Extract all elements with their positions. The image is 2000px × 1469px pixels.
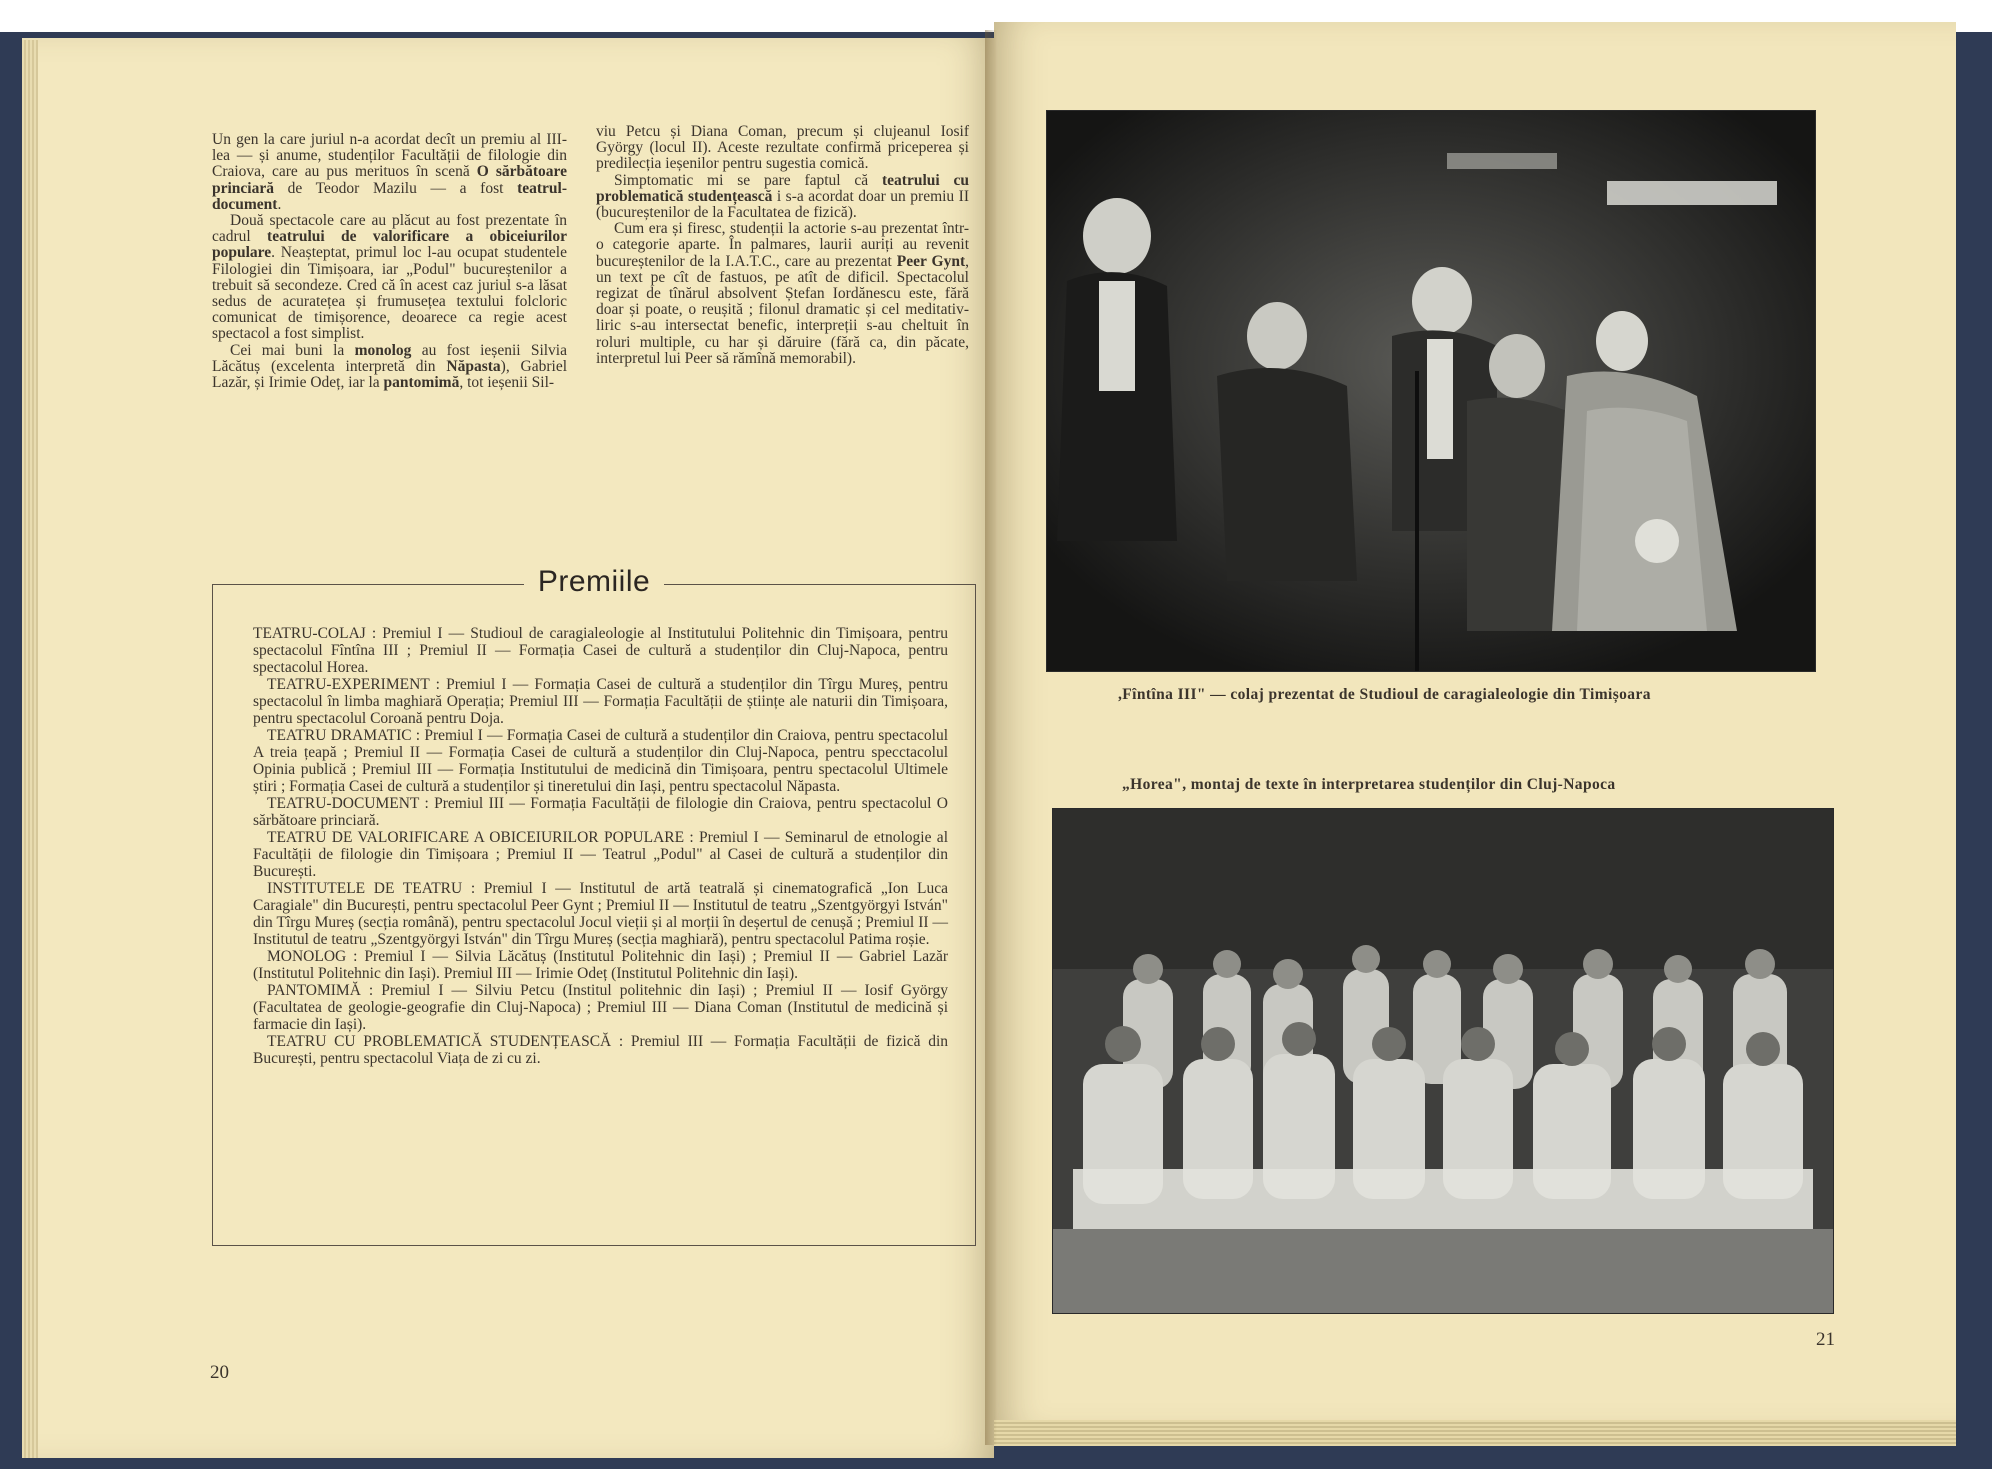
text: au fost ieșenii Silvia Lăcătuș (excelenta interpretă din	[212, 341, 567, 375]
text: Cum era și firesc, studenții la actorie s-au prezentat într-o categorie aparte. În palmares, laurii auriți au revenit bucureștenilor de la I.A.T.C., care au prezentat	[596, 220, 969, 270]
text: i s-a acordat doar un premiu II (bucureștenilor de la Facultatea de fizică).	[596, 187, 969, 222]
text: viu Petcu și Diana Coman, precum și clujeanul Iosif György (locul II). Aceste rezultate confirmă priceperea și predilecția ieșenilor pentru sugestia comică.	[596, 123, 969, 173]
text: . Neașteptat, primul loc l-au ocupat studentele Filologiei din Timișoara, iar „Podul" bucureștenilor a trebuit să secondeze. Cred că în acest caz juriul s-a lăsat sedus de acuratețea și frumusețea textului folcloric comunicat de timișorence, deoarece ca regie acest spectacol a fost simplist.	[212, 244, 567, 343]
prizes-title: Premiile	[524, 565, 664, 599]
text: Două spectacole care au plăcut au fost prezentate în cadrul	[212, 212, 567, 246]
article-column-1	[212, 132, 567, 391]
text: , tot ieșenii Sil-	[459, 374, 555, 392]
text-bold: Năpasta	[446, 357, 501, 375]
paragraph	[212, 213, 567, 343]
photo-fintina-iii-image	[1047, 111, 1815, 671]
photo-caption-fintina-iii: ,Fîntîna III" — colaj prezentat de Studioul de caragialeologie din Timișoara	[1118, 686, 1651, 703]
page-number-left: 20	[210, 1362, 229, 1383]
photo-horea-image	[1053, 809, 1833, 1313]
text-bold: pantomimă	[383, 374, 460, 392]
photo-fintina-iii	[1046, 110, 1816, 672]
book-spine-shadow	[985, 30, 1005, 1445]
paragraph	[596, 173, 969, 222]
prize-entry: TEATRU DE VALORIFICARE A OBICEIURILOR POPULARE : Premiul I — Seminarul de etnologie al Facultății de filologie din Timișoara ; Premiul II — Teatrul „Podul" al Casei de cultură a studenților din București.	[253, 829, 948, 880]
paragraph	[596, 124, 969, 173]
prize-entry: TEATRU-COLAJ : Premiul I — Studioul de caragialeologie al Institutului Politehnic din Timișoara, pentru spectacolul Fîntîna III ; Premiul II — Formația Casei de cultură a studenților din Cluj-Napoca, pentru spectacolul Horea.	[253, 625, 948, 676]
text-bold: Peer Gynt	[896, 252, 966, 270]
text-bold: teatrul-document	[212, 179, 567, 213]
text: Cei mai buni la	[230, 341, 355, 359]
text: de Teodor Mazilu — a fost	[274, 179, 518, 197]
prize-entry: PANTOMIMĂ : Premiul I — Silviu Petcu (Institul politehnic din Iași) ; Premiul II — Iosif György (Facultatea de geologie-geografie din Cluj-Napoca) ; Premiul III — Diana Coman (Institutul de medicină și farmacie din Iași).	[253, 982, 948, 1033]
text: ), Gabriel Lazăr, și Irimie Odeț, iar la	[212, 357, 568, 392]
prize-entry: TEATRU CU PROBLEMATICĂ STUDENȚEASCĂ : Premiul III — Formația Facultății de fizică din București, pentru spectacolul Viața de zi cu zi.	[253, 1033, 948, 1067]
text-bold: monolog	[354, 341, 412, 359]
text-bold: teatrului de valorificare a obiceiurilor populare	[212, 228, 567, 262]
prize-entry: TEATRU DRAMATIC : Premiul I — Formația Casei de cultură a studenților din Craiova, pentru spectacolul A treia țeapă ; Premiul II — Formația Casei de cultură a studenților din Cluj-Napoca, pentru specctacolul Opinia publică ; Premiul III — Formația Institutului de medicină din Timișoara, pentru spectacolul Ultimele știri ; Formația Casei de cultură a studenților și tineretului din Iași, pentru spectacolul Năpasta.	[253, 727, 948, 795]
prizes-title-wrap	[213, 565, 975, 599]
text: Un gen la care juriul n-a acordat decît un premiu al III-lea — și anume, studenților Facultății de filologie din Craiova, care au pus merituos în scenă	[212, 131, 567, 181]
paragraph	[596, 221, 969, 367]
text: , un text pe cît de fastuos, pe atît de dificil. Spectacolul regizat de tînărul absolvent Ștefan Iordănescu este, fără doar și poate, o reușită ; filonul dramatic și cel meditativ-liric s-au intersectat benefic, interpreții s-au cheltuit în roluri multiple, cu har și dăruire (fără ca, din păcate, interpretul lui Peer să rămînă memorabil).	[596, 252, 969, 367]
text: Simptomatic mi se pare faptul că	[614, 171, 882, 189]
prize-entry: INSTITUTELE DE TEATRU : Premiul I — Institutul de artă teatrală și cinematografică „Ion Luca Caragiale" din București, pentru spectacolul Peer Gynt ; Premiul II — Institutul de teatru „Szentgyörgyi István" din Tîrgu Mureș (secția română), pentru spectacolul Jocul vieții și al morții în deșertul de cenușă ; Premiul II — Institutul de teatru „Szentgyörgyi István" din Tîrgu Mureș (secția maghiară), pentru spectacolul Patima roșie.	[253, 880, 948, 948]
page-number-right: 21	[1816, 1329, 1835, 1350]
text-bold: teatrului cu problematică studențească	[596, 171, 970, 205]
photo-horea	[1052, 808, 1834, 1314]
prize-entry: TEATRU-DOCUMENT : Premiul III — Formația Facultății de filologie din Craiova, pentru spectacolul O sărbătoare princiară.	[253, 795, 948, 829]
prizes-box	[212, 565, 976, 1246]
prizes-list	[253, 625, 948, 1067]
right-page-bottom-edges	[994, 1420, 1956, 1446]
article-column-2	[596, 124, 969, 367]
paragraph	[212, 343, 567, 392]
prize-entry: TEATRU-EXPERIMENT : Premiul I — Formația Casei de cultură a studenților din Tîrgu Mureș, pentru spectacolul în limba maghiară Operația; Premiul III — Formația Facultății de științe ale naturii din Timișoara, pentru spectacolul Coroană pentru Doja.	[253, 676, 948, 727]
text-bold: O sărbătoare princiară	[212, 163, 568, 197]
text: .	[277, 195, 282, 213]
paragraph	[212, 132, 567, 213]
left-page-edges	[22, 40, 38, 1458]
photo-caption-horea: „Horea", montaj de texte în interpretarea studenților din Cluj-Napoca	[1122, 776, 1616, 793]
prize-entry: MONOLOG : Premiul I — Silvia Lăcătuș (Institutul Politehnic din Iași) ; Premiul II — Gabriel Lazăr (Institutul Politehnic din Iași). Premiul III — Irimie Odeț (Institutul Politehnic din Iași).	[253, 948, 948, 982]
